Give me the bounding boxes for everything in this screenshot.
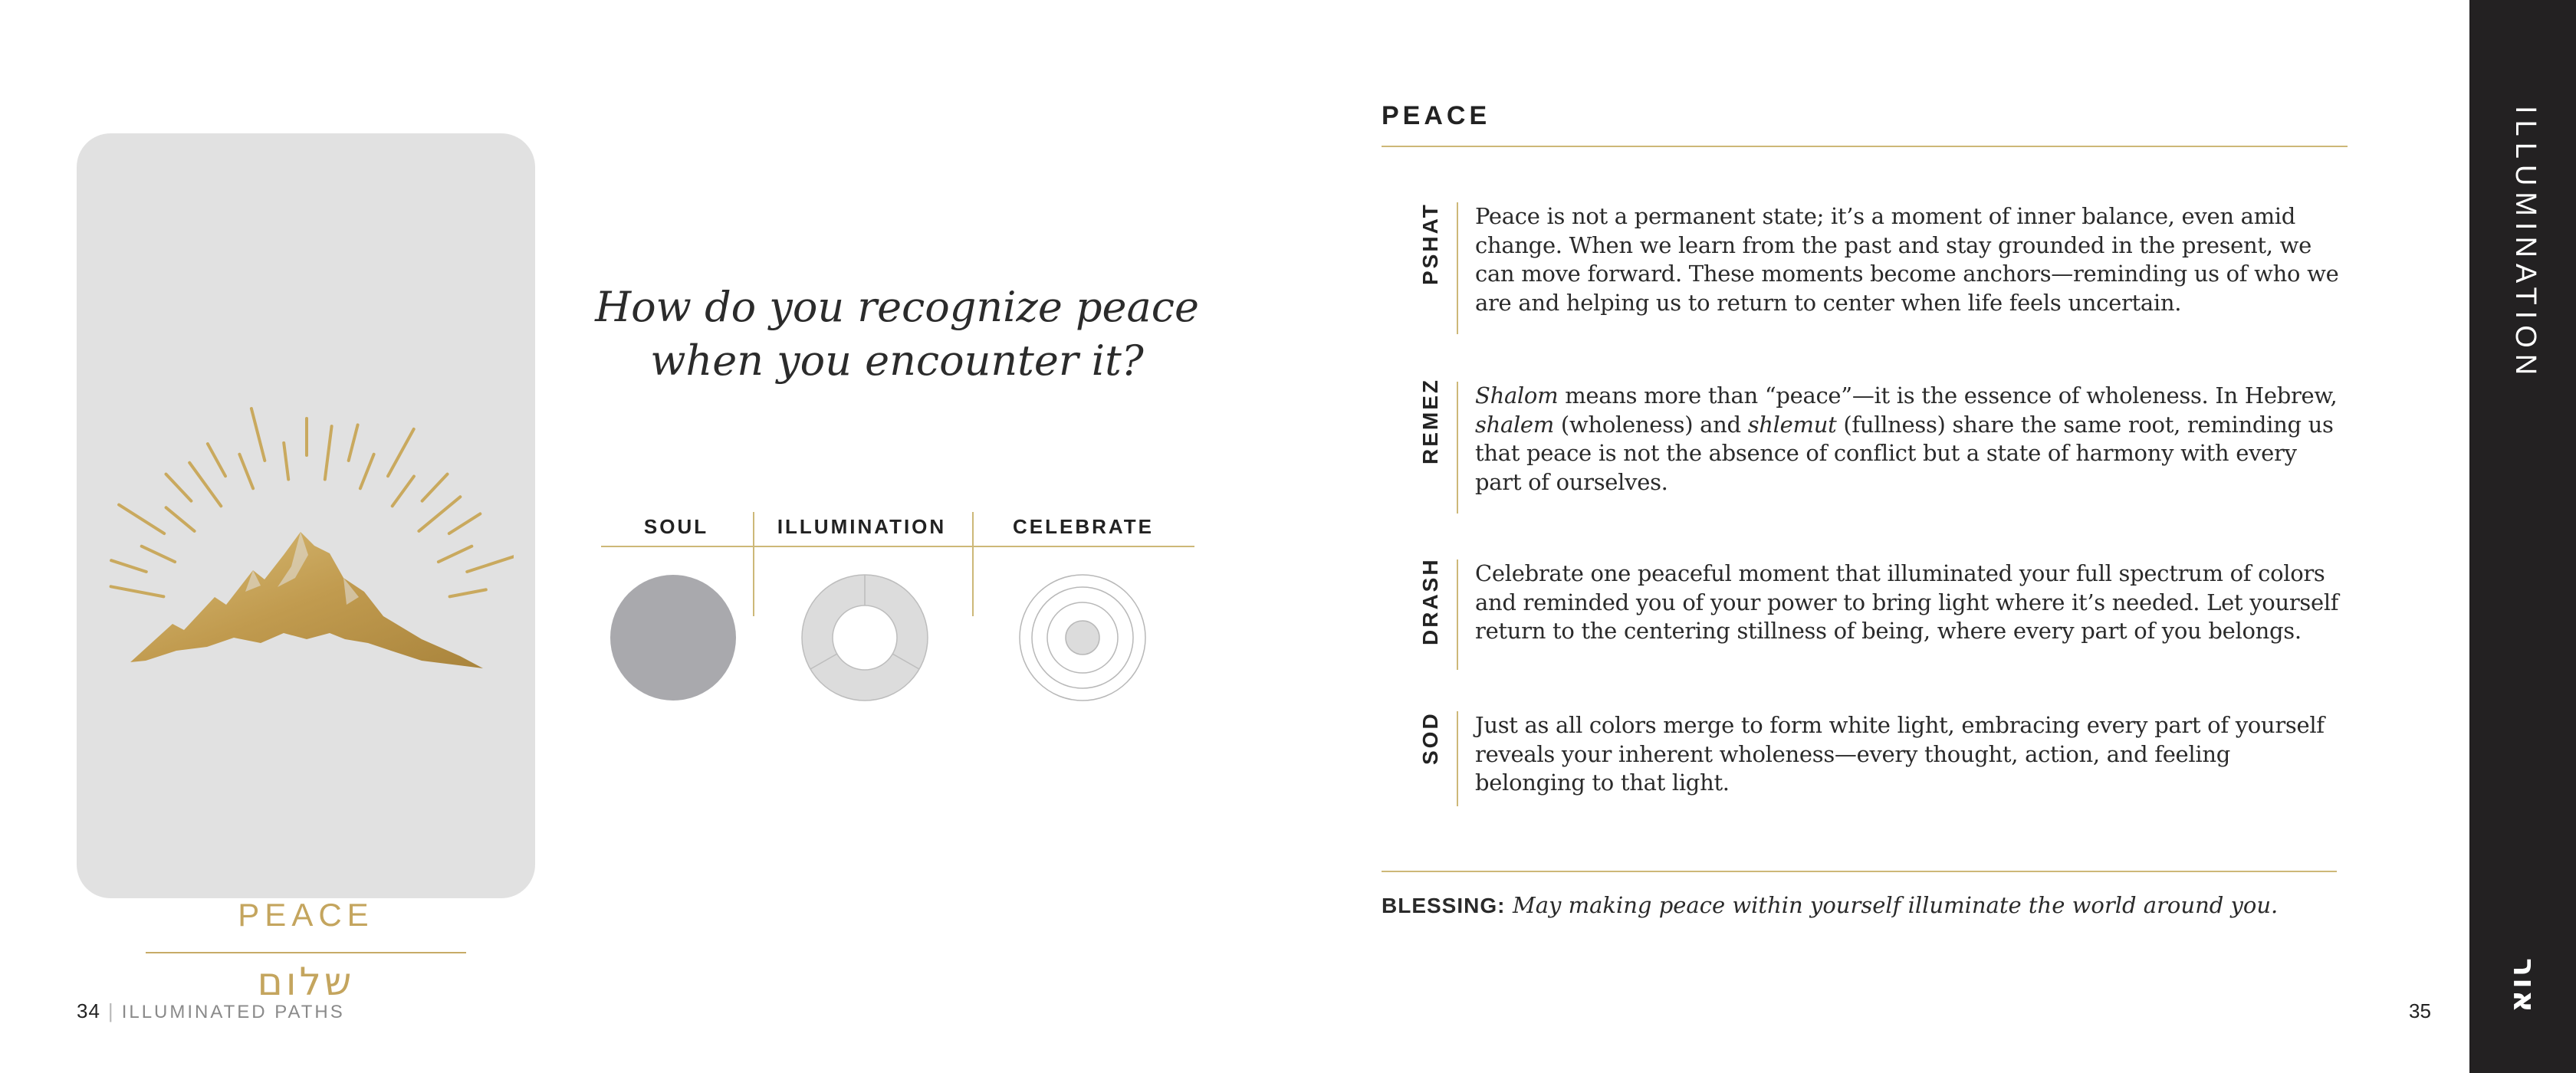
triad-divider: [601, 546, 1194, 547]
sunburst-ray: [251, 409, 264, 461]
sunburst-ray: [111, 586, 164, 596]
sunburst-ray: [111, 560, 146, 572]
folio-separator: |: [107, 999, 114, 1022]
blessing-label: BLESSING:: [1382, 894, 1506, 917]
level-text-pshat: Peace is not a permanent state; it’s a moment of inner balance, even amid change. When we learn from the past and stay grounded in the present, we can move forward. These moments become anchors—reminding us of who we are and helping us to return to center when life feels uncertain.: [1475, 203, 2339, 316]
title-rule: [1382, 146, 2348, 147]
card-title: PEACE: [238, 897, 374, 933]
section-title: PEACE: [1382, 101, 1491, 130]
page-number-right: 35: [2409, 999, 2431, 1022]
level-text-remez: [1475, 382, 2346, 497]
word-shlemut: shlemut: [1747, 411, 1837, 438]
blessing-rule: [1382, 871, 2337, 872]
sunburst-ray: [388, 429, 414, 476]
sunburst-ray: [439, 546, 472, 562]
sunburst-ray: [393, 477, 414, 507]
triad-head-illumination: ILLUMINATION: [777, 515, 947, 538]
remez-text-part: means more than “peace”—it is the essence of wholeness. In Hebrew,: [1558, 382, 2338, 409]
page-number-left: 34: [77, 999, 100, 1022]
card-divider: [146, 952, 466, 953]
card-hebrew-word: שלום: [257, 960, 355, 1004]
triad-head-celebrate: CELEBRATE: [1013, 515, 1154, 538]
ring-segments-icon: [800, 573, 929, 702]
sunburst-ray: [325, 426, 332, 479]
triad-column-divider: [972, 512, 974, 616]
sunburst-ray: [419, 497, 460, 531]
remez-text-part: (wholeness) and: [1554, 411, 1748, 438]
sunburst-ray: [166, 507, 195, 531]
side-tab-title: ILLUMINATION: [2509, 106, 2542, 382]
sunburst-ray: [142, 546, 175, 562]
concentric-circles-icon: [1018, 573, 1147, 702]
sunburst-ray: [284, 443, 288, 480]
level-remez: [1418, 378, 2346, 514]
level-drash: [1418, 559, 2346, 670]
folio-left: [77, 999, 345, 1023]
sunburst-ray: [467, 555, 514, 572]
sunburst-ray: [422, 474, 448, 501]
question-line-1: How do you recognize peace: [595, 283, 1199, 331]
sunburst-ray: [208, 444, 225, 476]
level-bar: [1457, 559, 1458, 670]
level-bar: [1457, 382, 1458, 514]
solid-circle-icon: [609, 573, 738, 702]
reflection-question: [583, 281, 1211, 388]
sunburst-ray: [166, 474, 192, 501]
word-shalem: shalem: [1475, 411, 1554, 438]
level-bar: [1457, 711, 1458, 806]
word-shalom: Shalom: [1475, 382, 1559, 409]
level-sod: [1418, 711, 2346, 806]
triad-table: [601, 507, 1194, 707]
sunburst-ray: [360, 454, 374, 489]
level-label-pshat: PSHAT: [1418, 202, 1442, 285]
blessing-text: May making peace within yourself illuminate the world around you.: [1513, 892, 2279, 918]
level-label-sod: SOD: [1418, 711, 1442, 765]
book-title: ILLUMINATED PATHS: [121, 1002, 345, 1022]
golden-mountain-sunburst-icon: [100, 302, 514, 685]
blessing: [1382, 892, 2278, 919]
sunburst-ray: [189, 463, 221, 507]
side-tab-hebrew: אור: [2506, 958, 2542, 1014]
remez-text-part: (fullness) share the same root, reminding us that peace is not the absence of conflict but a state of harmony with every part of ourselves.: [1475, 411, 2334, 495]
question-line-2: when you encounter it?: [650, 336, 1144, 385]
sunburst-ray: [449, 514, 481, 533]
sunburst-ray: [119, 505, 164, 534]
level-label-remez: REMEZ: [1418, 378, 1442, 464]
level-pshat: [1418, 202, 2346, 334]
sunburst-ray: [450, 589, 486, 596]
level-text-sod: Just as all colors merge to form white light, embracing every part of yourself reveals your inherent wholeness—every thought, action, and feeling belonging to that light.: [1475, 712, 2325, 796]
sunburst-ray: [349, 425, 358, 461]
side-tab: [2469, 0, 2576, 1073]
level-bar: [1457, 202, 1458, 334]
sunburst-ray: [239, 454, 253, 489]
triad-column-divider: [753, 512, 754, 616]
level-label-drash: DRASH: [1418, 557, 1442, 645]
peace-card: [77, 133, 535, 1004]
triad-head-soul: SOUL: [643, 515, 709, 538]
level-text-drash: Celebrate one peaceful moment that illuminated your full spectrum of colors and reminded you of your power to bring light where it’s needed. Let yourself return to the centering stillness of being, where every part of you belongs.: [1475, 560, 2339, 644]
